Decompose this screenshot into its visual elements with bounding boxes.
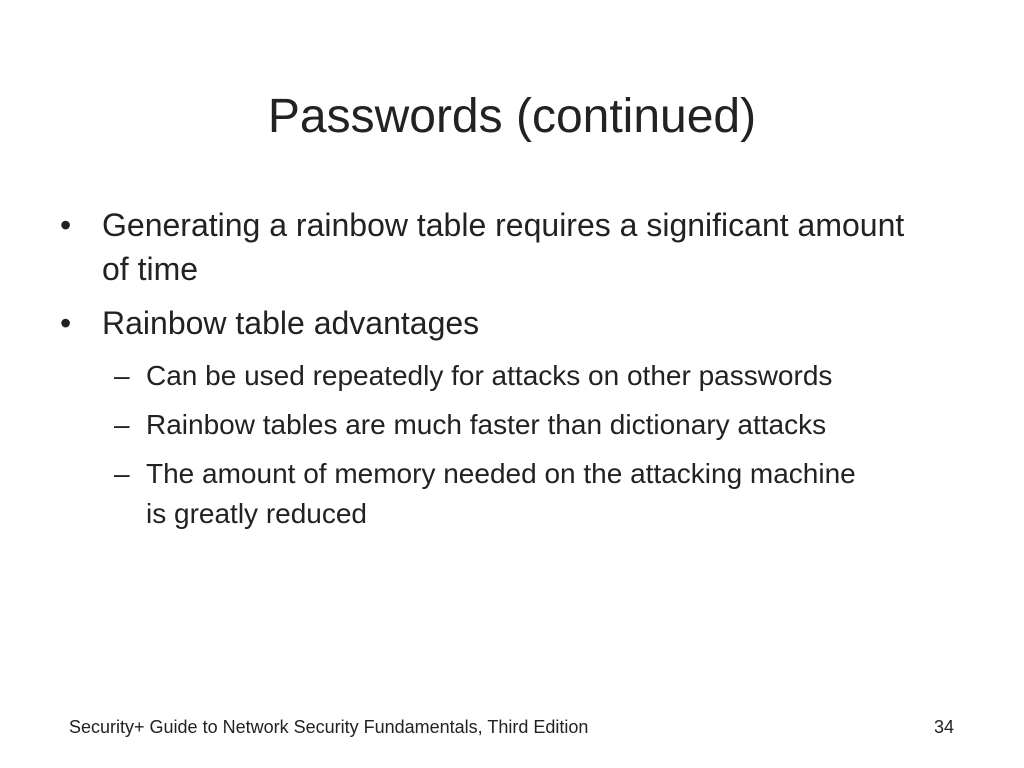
bullet-text: Generating a rainbow table requires a significant amount of time [102,207,905,287]
bullet-text: Rainbow table advantages [102,305,480,341]
bullet-marker: • [60,305,72,341]
bullet-item [56,203,956,291]
sub-bullet-marker: – [114,409,130,440]
page-number: 34 [933,717,954,737]
footer-text: Security+ Guide to Network Security Fundamentals, Third Edition [69,717,589,737]
sub-bullet-marker: – [114,458,130,489]
bullet-item [56,301,956,345]
slide-title: Passwords (continued) [267,90,757,143]
sub-bullet-text: The amount of memory needed on the attacking machine is greatly reduced [146,458,856,529]
bullet-list [56,203,956,355]
sub-bullet-text: Can be used repeatedly for attacks on other passwords [146,360,833,391]
sub-bullet-item [102,356,866,396]
sub-bullet-marker: – [114,360,130,391]
sub-bullet-item [102,405,866,445]
bullet-marker: • [60,207,72,243]
sub-bullet-text: Rainbow tables are much faster than dictionary attacks [146,409,827,440]
sub-bullet-list [56,356,866,543]
sub-bullet-item [102,454,866,534]
